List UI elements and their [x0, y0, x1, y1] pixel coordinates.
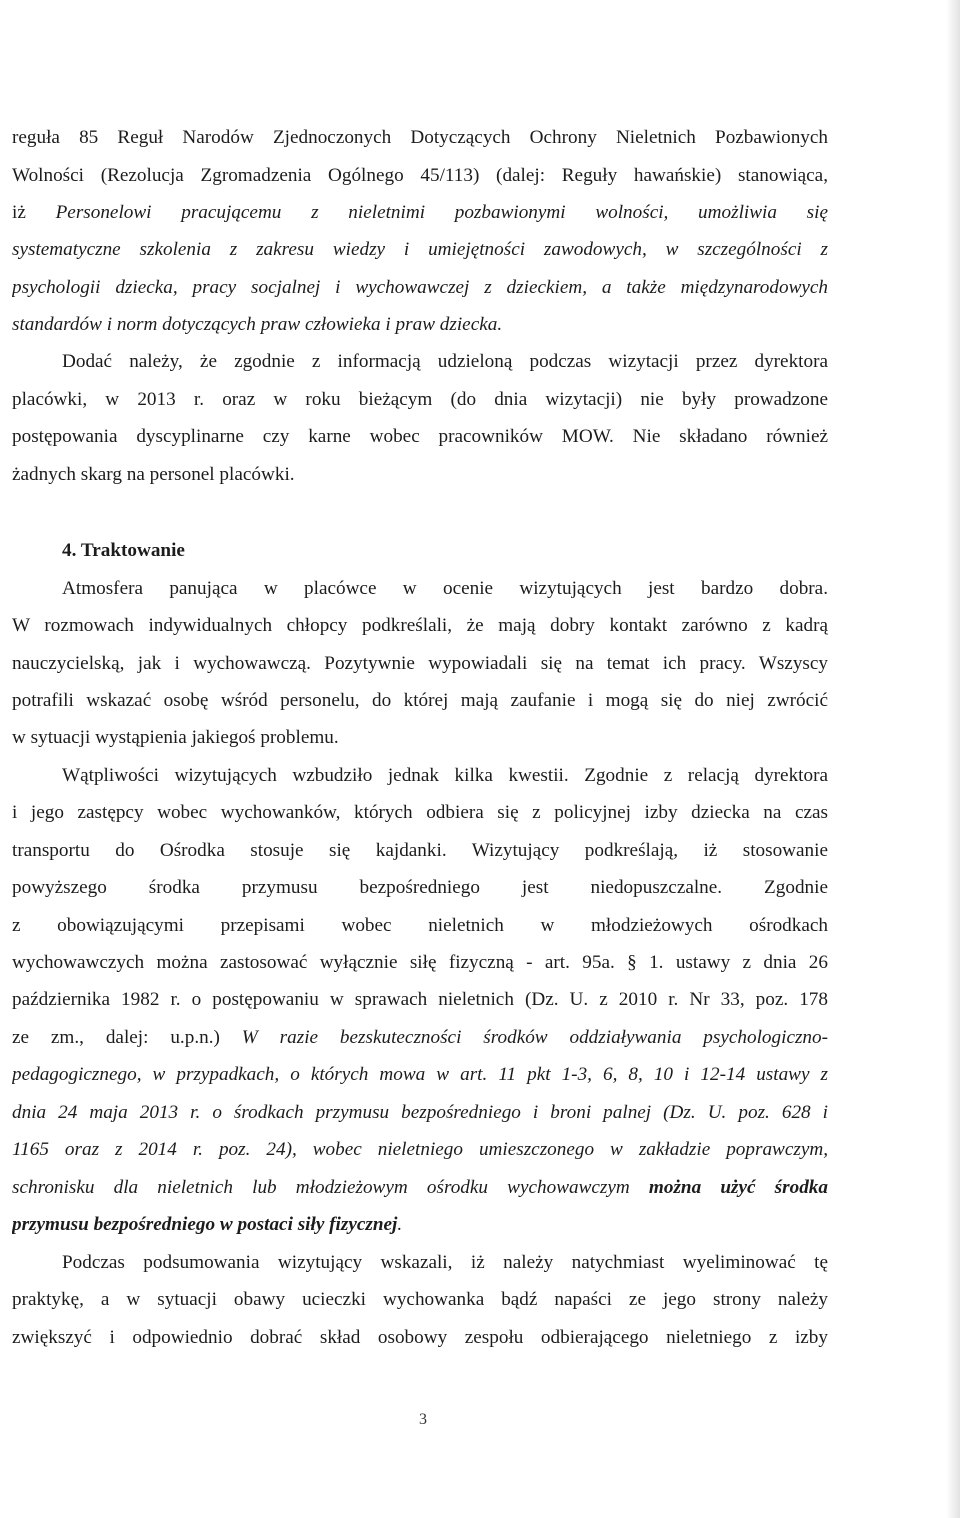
text-line: Wątpliwości wizytujących wzbudziło jednak kilka kwestii. Zgodnie z relacją dyrektora: [62, 765, 828, 786]
text-run: schronisku dla nieletnich lub młodzieżowym ośrodku wychowawczym: [12, 1177, 630, 1198]
emphasis-text: można użyć środka: [648, 1177, 828, 1198]
text-line: Wolności (Rezolucja Zgromadzenia Ogólnego 45/113) (dalej: Reguły hawańskie) stanowiąca,: [12, 165, 828, 186]
text-line: wychowawczych można zastosować wyłącznie siłę fizyczną - art. 95a. § 1. ustawy z dnia 26: [12, 952, 828, 973]
text-line: placówki, w 2013 r. oraz w roku bieżącym (do dnia wizytacji) nie były prowadzone: [12, 389, 828, 410]
quoted-rule-text: systematyczne szkolenia z zakresu wiedzy i umiejętności zawodowych, w szczególności z: [12, 239, 828, 260]
quoted-statute-text: pedagogicznego, w przypadkach, o których mowa w art. 11 pkt 1-3, 6, 8, 10 i 12-14 ustawy z: [12, 1064, 828, 1085]
text-line: Atmosfera panująca w placówce w ocenie wizytujących jest bardzo dobra.: [62, 578, 828, 599]
quoted-rule-text: psychologii dziecka, pracy socjalnej i wychowawczej z dzieckiem, a także międzynarodowych: [12, 277, 828, 298]
quoted-rule-text: standardów i norm dotyczących praw człowieka i praw dziecka.: [12, 314, 503, 335]
text-line: żadnych skarg na personel placówki.: [12, 464, 295, 485]
quoted-statute-text: W razie bezskuteczności środków oddziaływania psychologiczno-: [241, 1027, 828, 1048]
text-line: nauczycielską, jak i wychowawczą. Pozytywnie wypowiadali się na temat ich pracy. Wszyscy: [12, 653, 828, 674]
text-run: ze zm., dalej: u.p.n.): [12, 1027, 220, 1048]
text-line: października 1982 r. o postępowaniu w sprawach nieletnich (Dz. U. z 2010 r. Nr 33, poz. 178: [12, 989, 828, 1010]
text-line: z obowiązującymi przepisami wobec nieletnich w młodzieżowych ośrodkach: [12, 915, 828, 936]
emphasis-text: przymusu bezpośredniego w postaci siły fizycznej: [12, 1214, 398, 1235]
text-line: [12, 198, 828, 228]
text-line: i jego zastępcy wobec wychowanków, których odbiera się z policyjnej izby dziecka na czas: [12, 802, 828, 823]
text-line: postępowania dyscyplinarne czy karne wobec pracowników MOW. Nie składano również: [12, 426, 828, 447]
text-line: w sytuacji wystąpienia jakiegoś problemu.: [12, 727, 339, 748]
text-line: praktykę, a w sytuacji obawy ucieczki wychowanka bądź napaści ze jego strony należy: [12, 1289, 828, 1310]
page-edge-shadow: [946, 0, 960, 1518]
text-line: potrafili wskazać osobę wśród personelu, do której mają zaufanie i mogą się do niej zwrócić: [12, 690, 828, 711]
text-line: reguła 85 Reguł Narodów Zjednoczonych Dotyczących Ochrony Nieletnich Pozbawionych: [12, 127, 828, 148]
text-line: transportu do Ośrodka stosuje się kajdanki. Wizytujący podkreślają, iż stosowanie: [12, 840, 828, 861]
quoted-statute-text: [12, 1173, 828, 1203]
quoted-rule-text: Personelowi pracującemu z nieletnimi pozbawionymi wolności, umożliwia się: [55, 202, 828, 223]
page-number: 3: [419, 1411, 427, 1428]
quoted-statute-text: dnia 24 maja 2013 r. o środkach przymusu bezpośredniego i broni palnej (Dz. U. poz. 628 i: [12, 1102, 828, 1123]
quoted-statute-text: 1165 oraz z 2014 r. poz. 24), wobec nieletniego umieszczonego w zakładzie poprawczym,: [12, 1139, 828, 1160]
text-line: zwiększyć i odpowiednio dobrać skład osobowy zespołu odbierającego nieletniego z izby: [12, 1327, 828, 1348]
text-line: Dodać należy, że zgodnie z informacją udzieloną podczas wizytacji przez dyrektora: [62, 351, 828, 372]
text-run: iż: [12, 202, 26, 223]
text-line: [12, 1023, 828, 1053]
text-line: powyższego środka przymusu bezpośredniego jest niedopuszczalne. Zgodnie: [12, 877, 828, 898]
text-line: W rozmowach indywidualnych chłopcy podkreślali, że mają dobry kontakt zarówno z kadrą: [12, 615, 828, 636]
section-heading: 4. Traktowanie: [62, 540, 185, 561]
quoted-statute-text: [12, 1210, 828, 1240]
text-run: .: [397, 1214, 403, 1235]
document-page: [12, 0, 828, 1518]
text-line: Podczas podsumowania wizytujący wskazali, iż należy natychmiast wyeliminować tę: [62, 1252, 828, 1273]
